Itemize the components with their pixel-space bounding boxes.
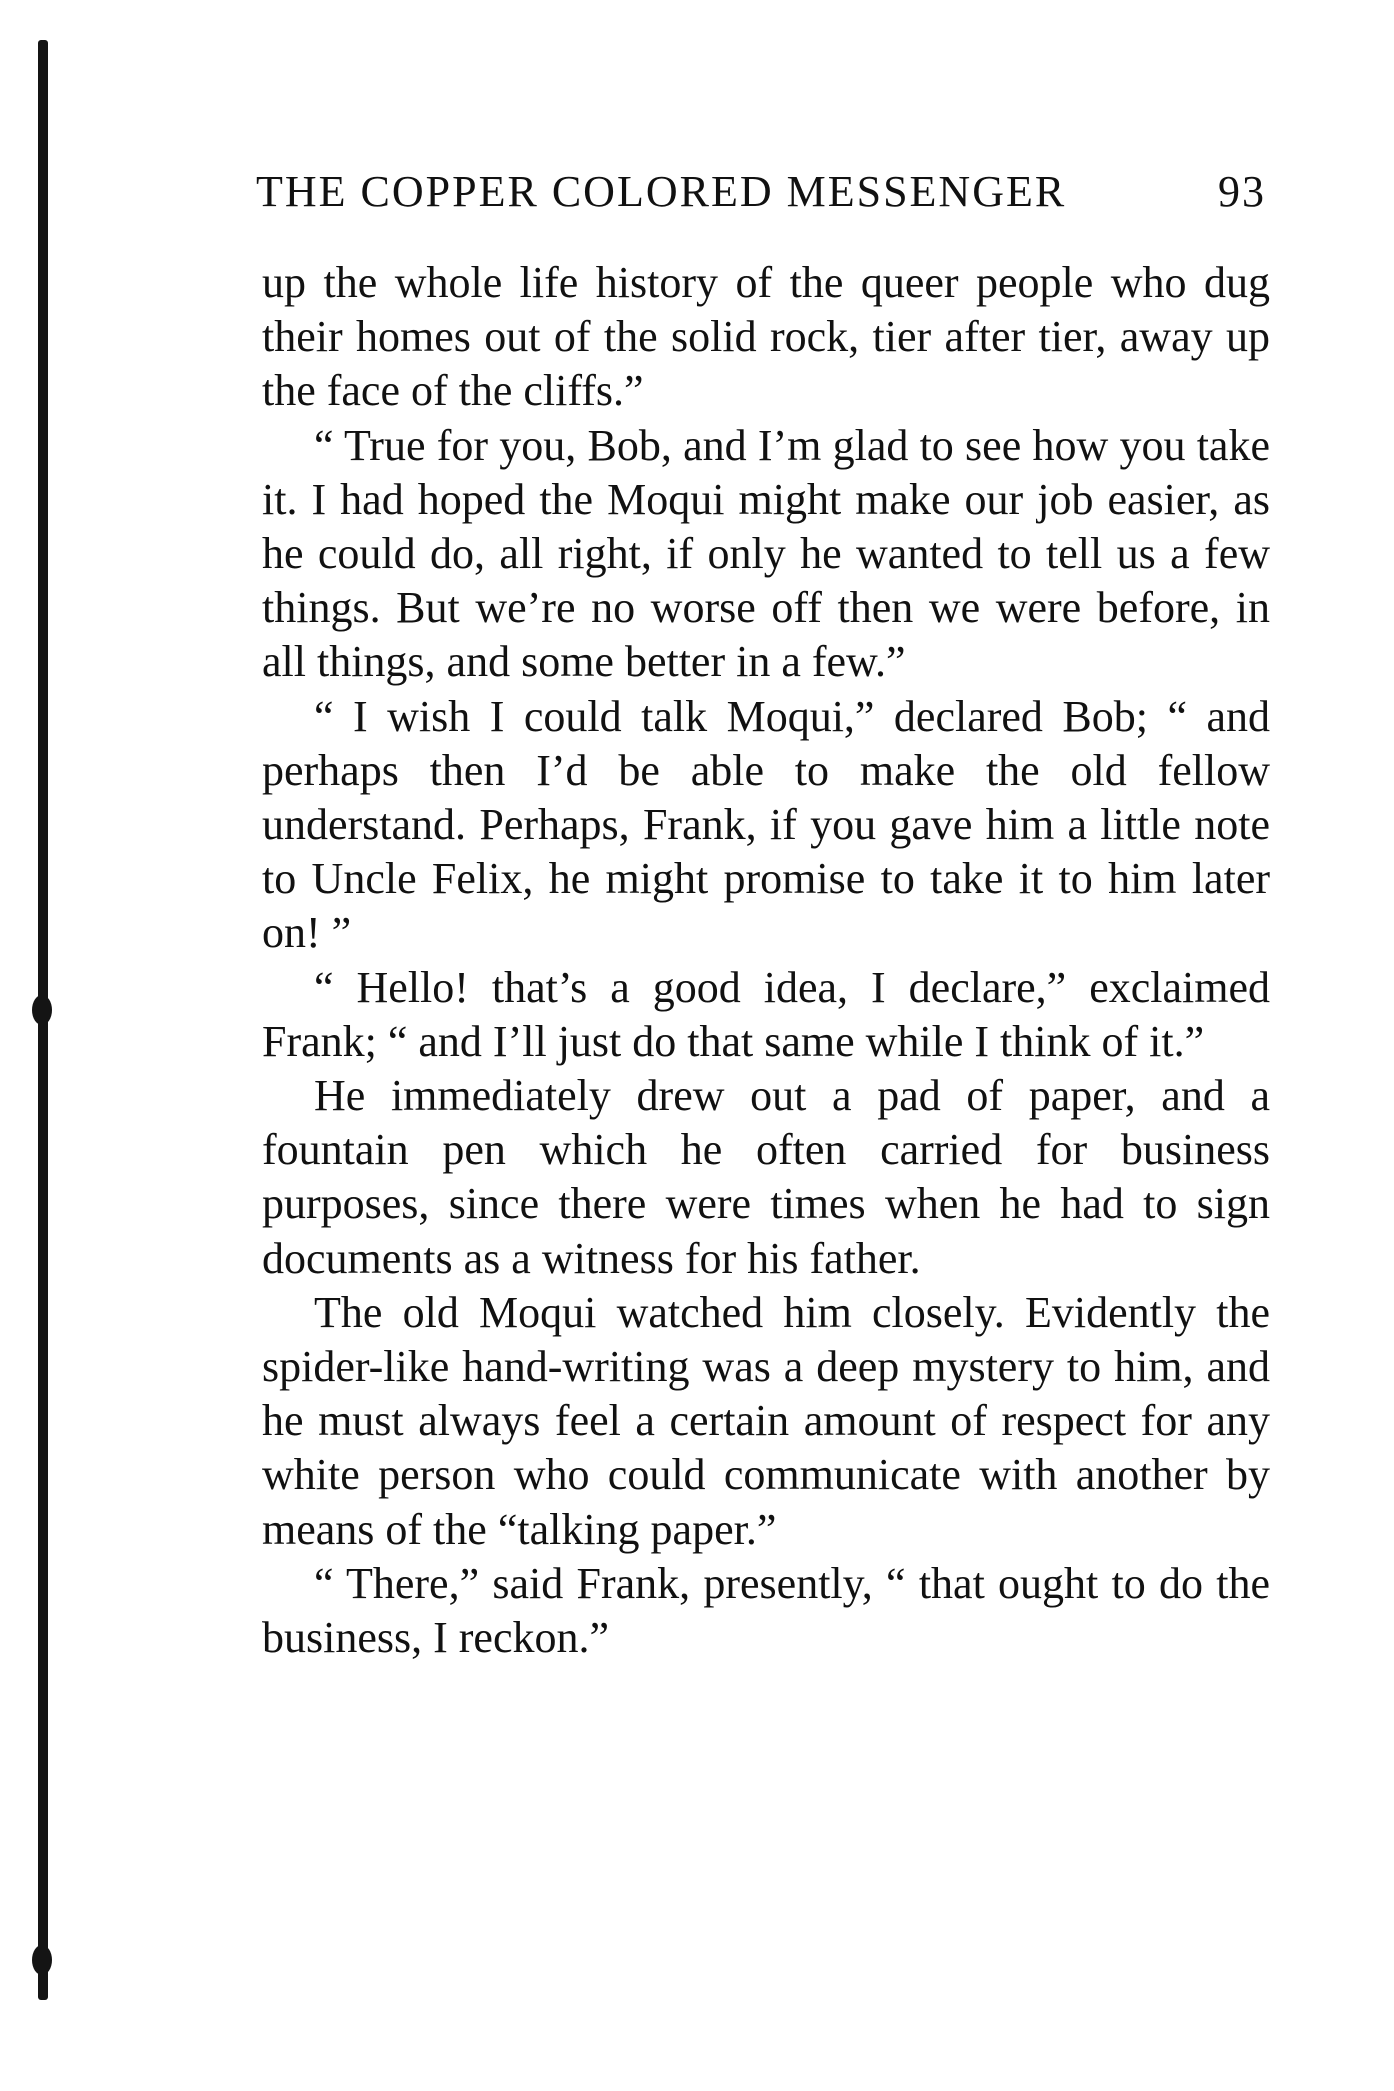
paragraph: “ I wish I could talk Moqui,” declared Bob; “ and perhaps then I’d be able to make the old fellow understand. Perhaps, Frank, if you gave him a little note to Uncle Felix, he might promise to take it to him later on! ” <box>262 691 1270 958</box>
paragraph: “ True for you, Bob, and I’m glad to see how you take it. I had hoped the Moqui might make our job easier, as he could do, all right, if only he wanted to tell us a few things. But we’re no worse off then we were before, in all things, and some better in a few.” <box>262 420 1270 687</box>
paragraph: He immediately drew out a pad of paper, and a fountain pen which he often carried for business purposes, since there were times when he had to sign documents as a witness for his father. <box>262 1071 1270 1283</box>
paragraph: “ Hello! that’s a good idea, I declare,” exclaimed Frank; “ and I’ll just do that same while I think of it.” <box>262 962 1270 1066</box>
paragraph: “ There,” said Frank, presently, “ that ought to do the business, I reckon.” <box>262 1558 1270 1663</box>
body-text <box>262 256 1270 1665</box>
running-title: THE COPPER COLORED MESSENGER <box>256 167 1067 216</box>
spine-binding-mark <box>32 995 52 1025</box>
paragraph: The old Moqui watched him closely. Evidently the spider-like hand-writing was a deep mystery to him, and he must always feel a certain amount of respect for any white person who could communicate with another by means of the “talking paper.” <box>262 1287 1270 1554</box>
spine-binding-mark <box>32 1945 52 1975</box>
paragraph: up the whole life history of the queer people who dug their homes out of the solid rock, tier after tier, away up the face of the cliffs.” <box>262 258 1270 416</box>
running-header <box>256 164 1266 220</box>
page-number: 93 <box>1218 167 1266 216</box>
